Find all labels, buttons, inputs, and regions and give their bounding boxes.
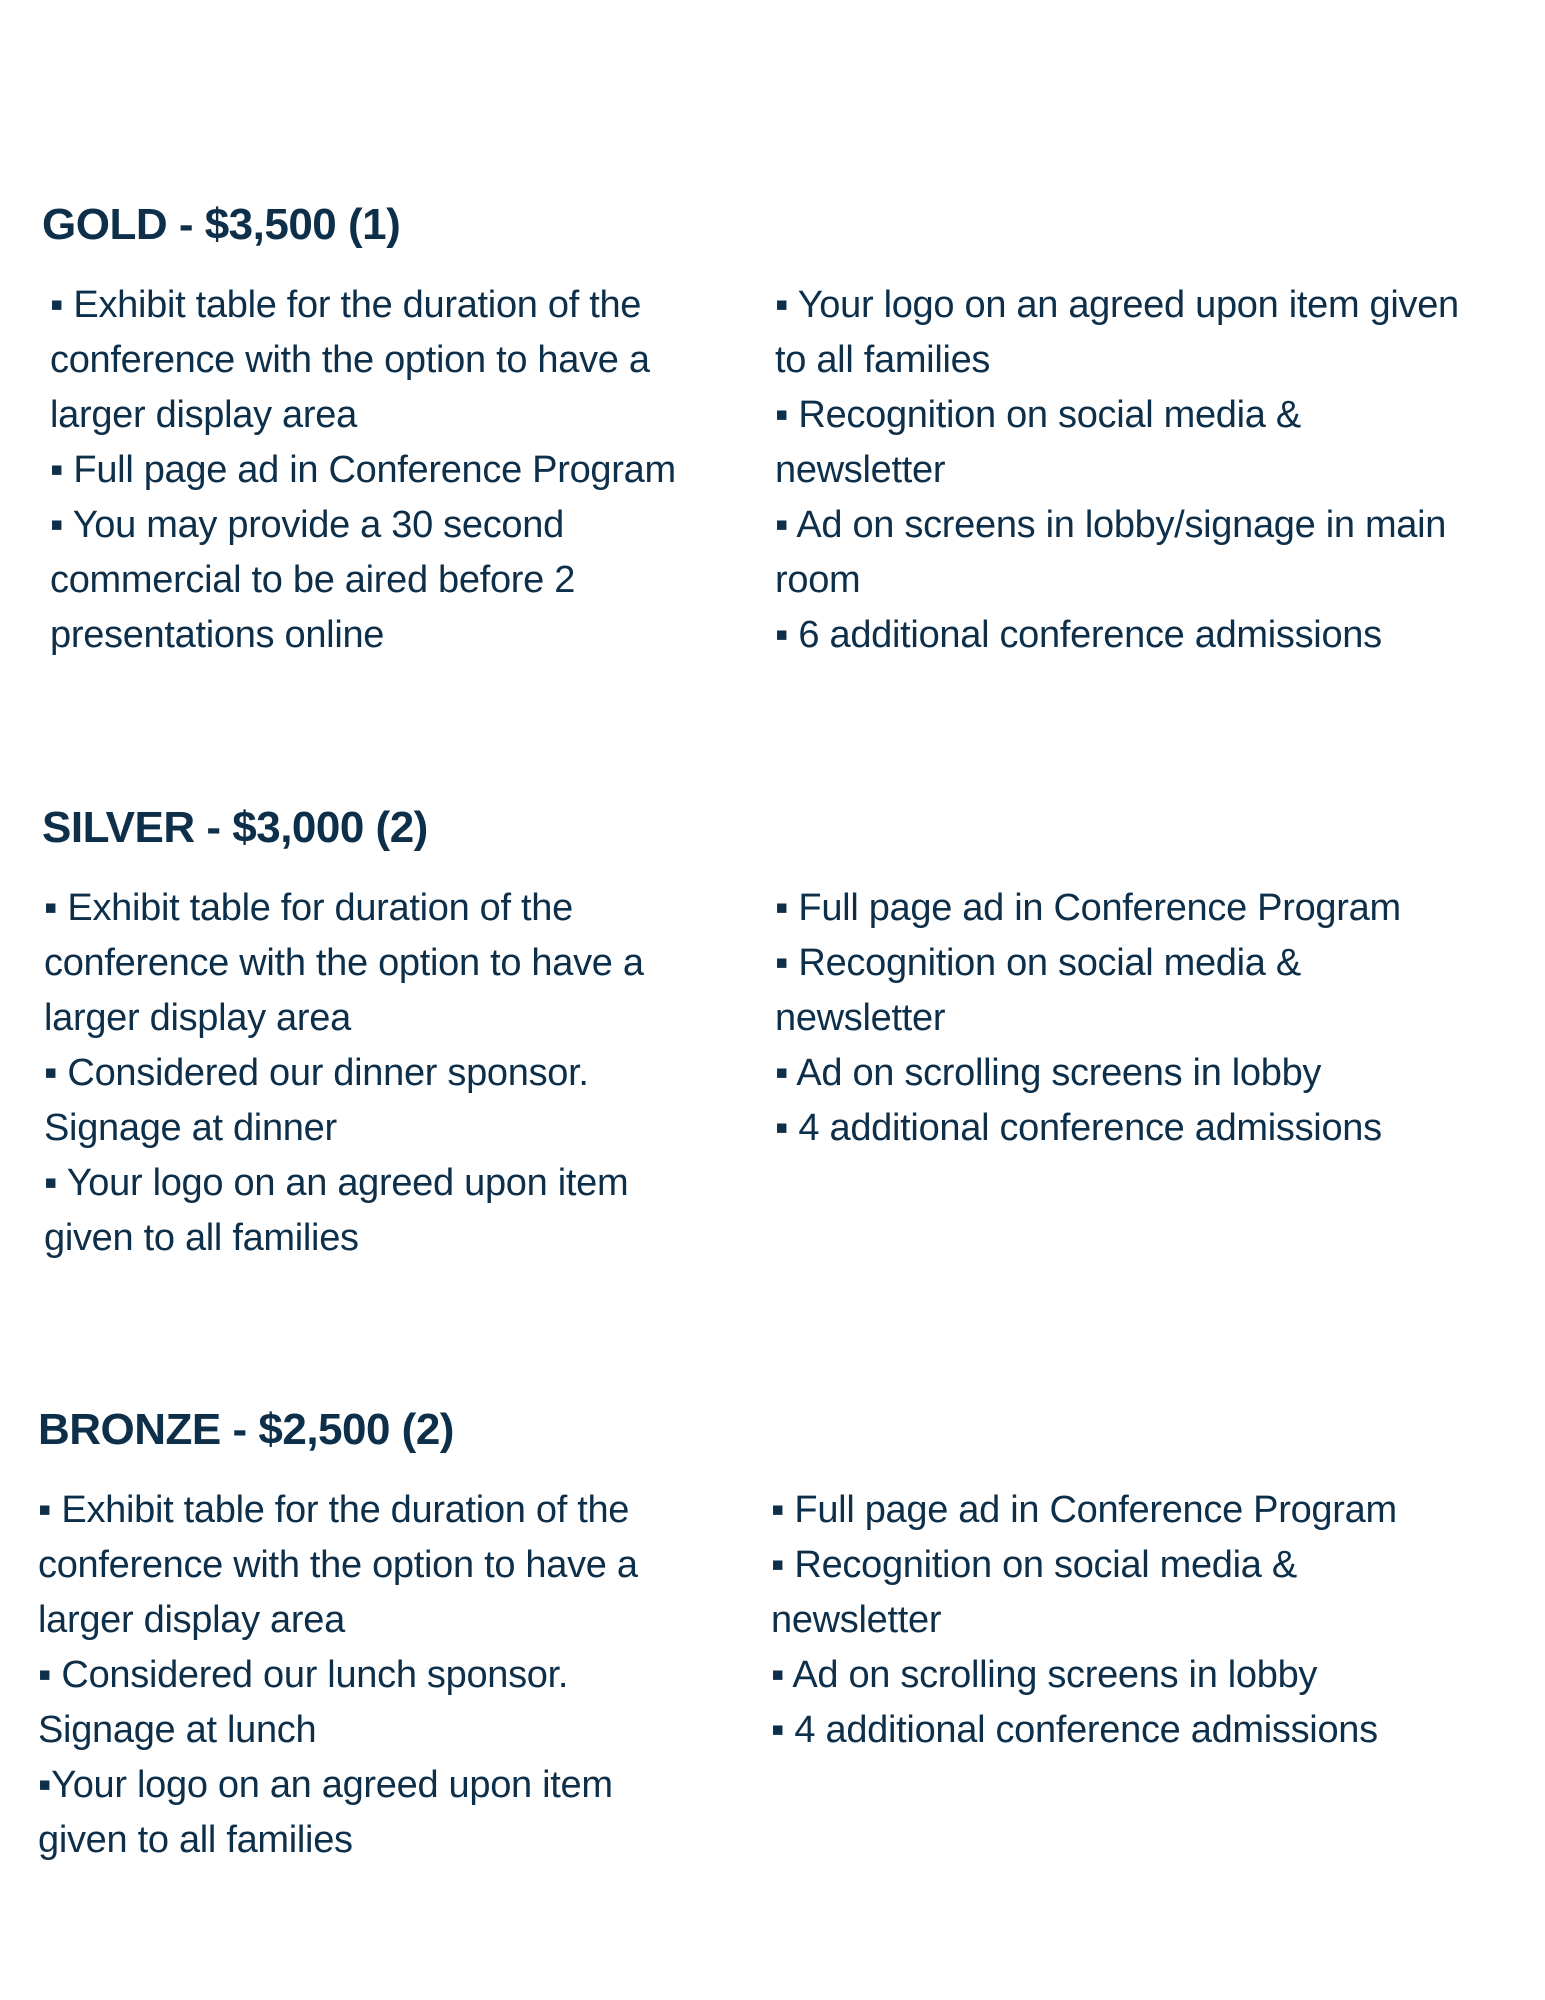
benefit-item: ▪ Considered our lunch sponsor. Signage at lunch bbox=[38, 1654, 569, 1751]
tier-heading: BRONZE - $2,500 (2) bbox=[38, 1405, 454, 1454]
benefits-left-column bbox=[50, 278, 710, 663]
benefit-item: ▪ Exhibit table for the duration of the conference with the option to have a larger display area bbox=[50, 284, 650, 436]
benefits-left-column bbox=[44, 881, 704, 1266]
benefit-item: ▪ Full page ad in Conference Program bbox=[771, 1489, 1397, 1531]
benefit-item: ▪ Your logo on an agreed upon item given to all families bbox=[44, 1162, 629, 1259]
benefit-item: ▪ Recognition on social media & newsletter bbox=[775, 942, 1301, 1039]
benefit-item: ▪ Ad on scrolling screens in lobby bbox=[775, 1052, 1322, 1094]
benefit-item: ▪ You may provide a 30 second commercial to be aired before 2 presentations online bbox=[50, 504, 576, 656]
benefits-left-column bbox=[38, 1483, 698, 1868]
benefit-item: ▪ Ad on screens in lobby/signage in main room bbox=[775, 504, 1447, 601]
benefit-item: ▪ Full page ad in Conference Program bbox=[775, 887, 1401, 929]
tier-heading: SILVER - $3,000 (2) bbox=[42, 803, 428, 852]
benefits-right-column bbox=[775, 881, 1515, 1156]
benefit-item: ▪ Recognition on social media & newsletter bbox=[771, 1544, 1297, 1641]
benefit-item: ▪ 4 additional conference admissions bbox=[771, 1709, 1378, 1751]
benefit-item: ▪ Considered our dinner sponsor. Signage at dinner bbox=[44, 1052, 589, 1149]
benefit-item: ▪ Your logo on an agreed upon item given to all families bbox=[775, 284, 1459, 381]
benefit-item: ▪ Ad on scrolling screens in lobby bbox=[771, 1654, 1318, 1696]
benefit-item: ▪ Exhibit table for the duration of the conference with the option to have a larger display area bbox=[38, 1489, 638, 1641]
benefits-right-column bbox=[775, 278, 1515, 663]
benefit-item: ▪ 6 additional conference admissions bbox=[775, 614, 1382, 656]
benefits-right-column bbox=[771, 1483, 1511, 1758]
benefit-item: ▪ Exhibit table for duration of the conference with the option to have a larger display area bbox=[44, 887, 644, 1039]
benefit-item: ▪ 4 additional conference admissions bbox=[775, 1107, 1382, 1149]
benefit-item: ▪Your logo on an agreed upon item given to all families bbox=[38, 1764, 613, 1861]
benefit-item: ▪ Recognition on social media & newsletter bbox=[775, 394, 1301, 491]
benefit-item: ▪ Full page ad in Conference Program bbox=[50, 449, 676, 491]
tier-heading: GOLD - $3,500 (1) bbox=[42, 200, 401, 249]
